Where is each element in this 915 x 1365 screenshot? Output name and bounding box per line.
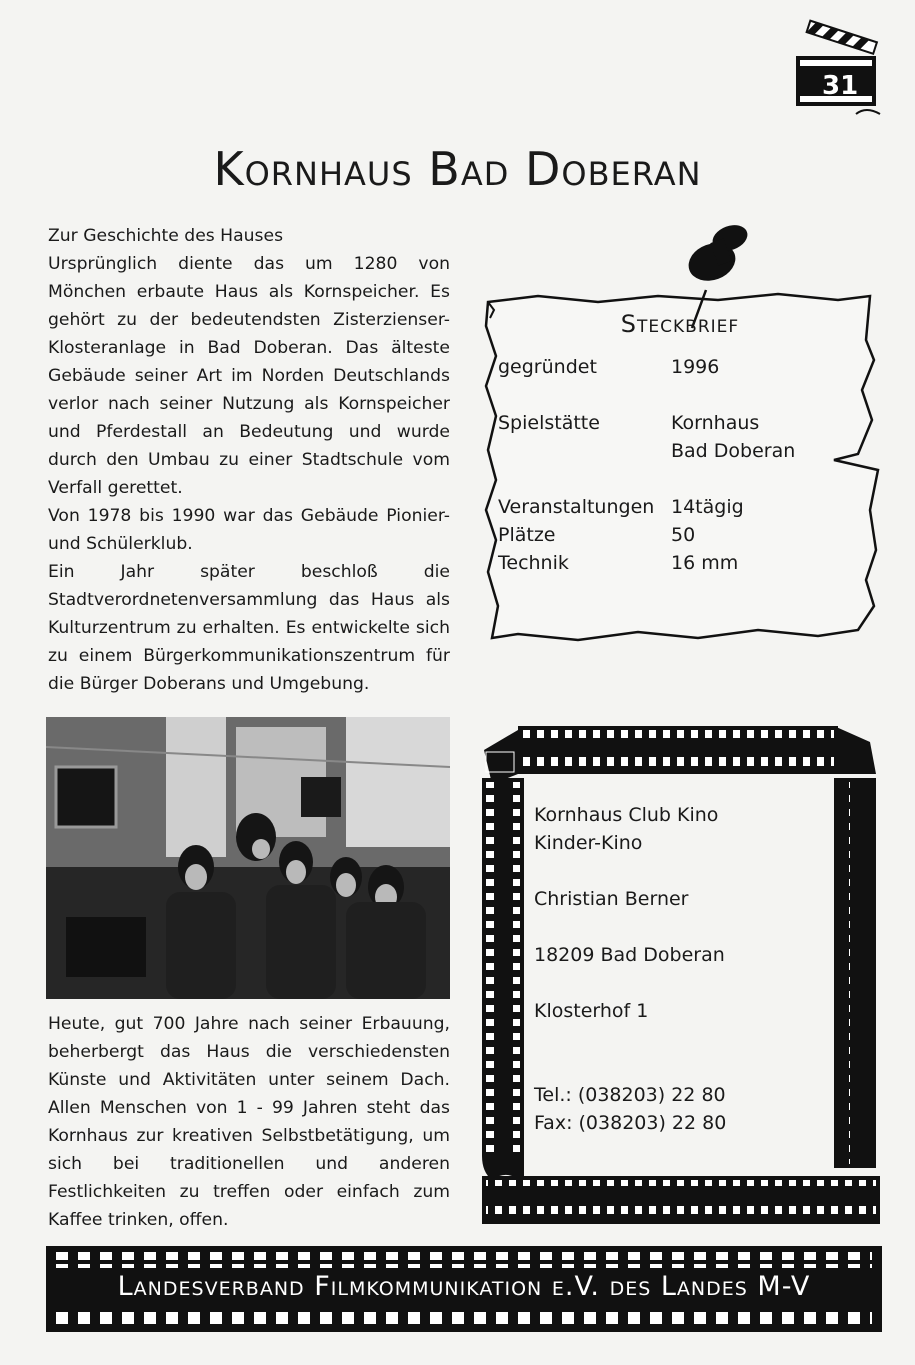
steckbrief-label: Plätze <box>498 524 556 546</box>
intro-paragraph: Von 1978 bis 1990 war das Gebäude Pionier- und Schülerklub. <box>48 506 450 554</box>
intro-paragraph: Ein Jahr später beschloß die Stadtverordnetenversammlung das Haus als Kulturzentrum zu erhalten. Es entwickelte sich zu einem Bürgerkommunikationszentrum für die Bürger Doberans und Umgebung. <box>48 562 450 694</box>
footer-band <box>46 1246 882 1332</box>
contact-name: Christian Berner <box>534 888 689 910</box>
steckbrief-label: Technik <box>498 552 569 574</box>
steckbrief-label: gegründet <box>498 356 597 378</box>
steckbrief-value: 14tägig <box>671 496 744 518</box>
footer-text: Landesverband Filmkommunikation e.V. des Landes M-V <box>117 1271 811 1302</box>
page-title: Kornhaus Bad Doberan <box>213 142 702 196</box>
steckbrief-label: Veranstaltungen <box>498 496 655 518</box>
intro-text <box>48 222 450 698</box>
page-number: 31 <box>822 71 859 101</box>
contact-address: Klosterhof 1 <box>534 1000 649 1022</box>
steckbrief-value: 16 mm <box>671 552 739 574</box>
steckbrief-value: 1996 <box>671 356 720 378</box>
intro-paragraph: Ursprünglich diente das um 1280 von Mönchen erbaute Haus als Kornspeicher. Es gehört zu der bedeutendsten Zisterzienser-Klosteranlage in Bad Doberan. Das älteste Gebäude seiner Art im Norden Deutschlands verlor nach seiner Nutzung als Kornspeicher und Pferdestall an Bedeutung und wurde durch den Umbau zu einer Stadtschule vom Verfall gerettet. <box>48 254 450 498</box>
contact-fax: Fax: (038203) 22 80 <box>534 1112 727 1134</box>
contact-phone: Tel.: (038203) 22 80 <box>534 1084 726 1106</box>
steckbrief-label: Spielstätte <box>498 412 600 434</box>
steckbrief-title: Steckbrief <box>620 310 740 338</box>
filmstrip-frame <box>478 722 883 1227</box>
contact-line: Kinder-Kino <box>534 832 643 854</box>
intro-heading: Zur Geschichte des Hauses <box>48 226 284 246</box>
outro-text: Heute, gut 700 Jahre nach seiner Erbauung, beherbergt das Haus die verschiedensten Künste und Aktivitäten unter seinem Dach. Allen Menschen von 1 - 99 Jahren steht das Kornhaus zur kreativen Selbstbetätigung, um sich bei traditionellen und anderen Festlichkeiten zu treffen oder einfach zum Kaffee trinken, offen. <box>48 1014 450 1230</box>
contact-address: 18209 Bad Doberan <box>534 944 725 966</box>
steckbrief-value: Bad Doberan <box>671 440 796 462</box>
contact-line: Kornhaus Club Kino <box>534 804 719 826</box>
clapperboard-icon <box>796 14 882 122</box>
steckbrief-value: Kornhaus <box>671 412 760 434</box>
steckbrief-value: 50 <box>671 524 696 546</box>
audience-photo <box>46 717 450 999</box>
